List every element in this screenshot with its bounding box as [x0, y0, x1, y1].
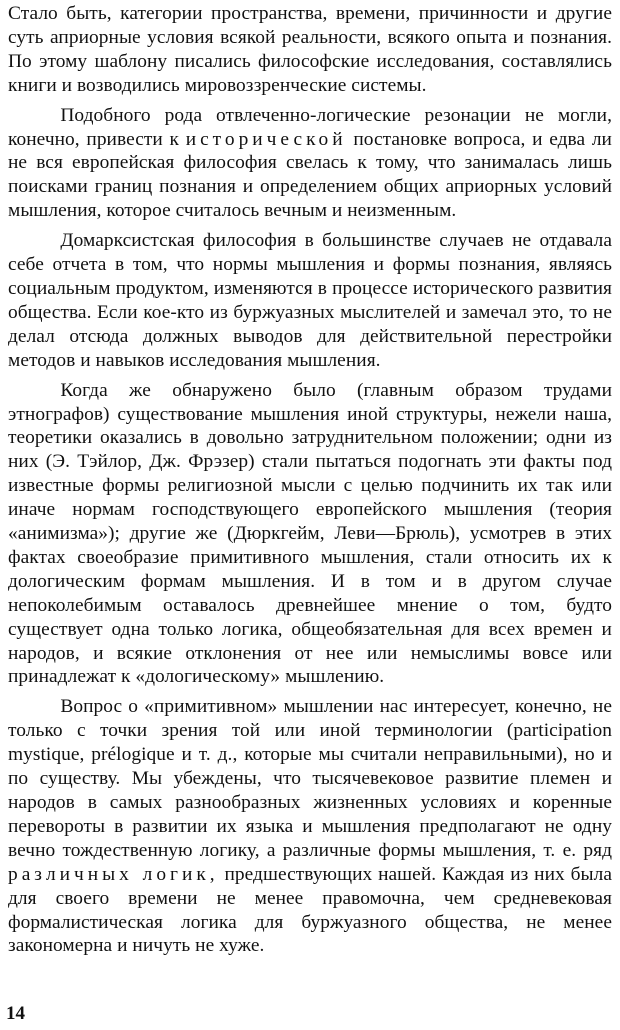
paragraph-4-text: Когда же обнаружено было (главным образом трудами этнографов) существование мышления иной структуры, нежели наша, теоретики оказались в довольно затруднительном положении; одни из них (Э. Тэйлор, Дж. Фрэзер) стали пытаться подогнать эти факты под известные формы религиозной мысли с целью подчинить их так или иначе нормам господствующего европейского мышления (теория «анимизма»); другие же (Дюркгейм, Леви—Брюль), усмотрев в этих фактах своеобразие примитивного мышления, стали относить их к дологическим формам мышления. И в том и в другом случае непоколебимым оставалось древнейшее мнение о том, будто существует одна только логика, общеобязательная для всех времен и народов, и всякие отклонения от нее или немыслимы вовсе или принадлежат к «дологическому» мышлению. [8, 379, 612, 688]
paragraph-5-text-before: Вопрос о «примитивном» мышлении нас интересует, конечно, не только с точки зрения той или иной терминологии (participation mystique, prélogique и т. д., которые мы считали неправильными), но и по существу. Мы убеждены, что тысячевековое развитие племен и народов в самых разнообразных жизненных условиях и коренные перевороты в развитии их языка и мышления предполагают не одну вечно тождественную логику, а различные формы мышления, т. е. ряд [8, 696, 612, 861]
paragraph-2-text-after: постановке вопроса, и едва ли не вся европейская философия свелась к тому, что занималась лишь поисками границ познания и определением общих априорных условий мышления, которое считалось вечным и неизменным. [8, 128, 612, 222]
paragraph-3 [8, 229, 612, 372]
paragraph-1-text: Стало быть, категории пространства, времени, причинности и другие суть априорные условия всякой реальности, всякого опыта и познания. По этому шаблону писались философские исследования, составлялись книги и возводились мировоззренческие системы. [8, 3, 612, 96]
paragraph-4 [8, 379, 612, 690]
paragraph-2-text-before: Подобного рода отвлеченно-логические резонации не могли, конечно, привести к [8, 104, 612, 150]
paragraph-5-text-after: предшествующих нашей. Каждая из них была для своего времени не менее правомочна, чем средневековая формалистическая логика для буржуазного общества, не менее закономерна и ничуть не хуже. [8, 863, 612, 957]
paragraph-5-spaced-emphasis: различных логик, [8, 863, 219, 885]
paragraph-3-text: Домарксистская философия в большинстве случаев не отдавала себе отчета в том, что нормы мышления и формы познания, являясь социальным продуктом, изменяются в процессе исторического развития общества. Если кое-кто из буржуазных мыслителей и замечал это, то не делал отсюда должных выводов для действительной перестройки методов и навыков исследования мышления. [8, 230, 612, 371]
paragraph-1 [8, 2, 612, 98]
page-number: 14 [6, 1003, 25, 1024]
page-body-text [8, 2, 612, 964]
paragraph-2-spaced-emphasis: исторической [185, 128, 347, 150]
paragraph-2 [8, 104, 612, 224]
paragraph-5 [8, 695, 612, 958]
